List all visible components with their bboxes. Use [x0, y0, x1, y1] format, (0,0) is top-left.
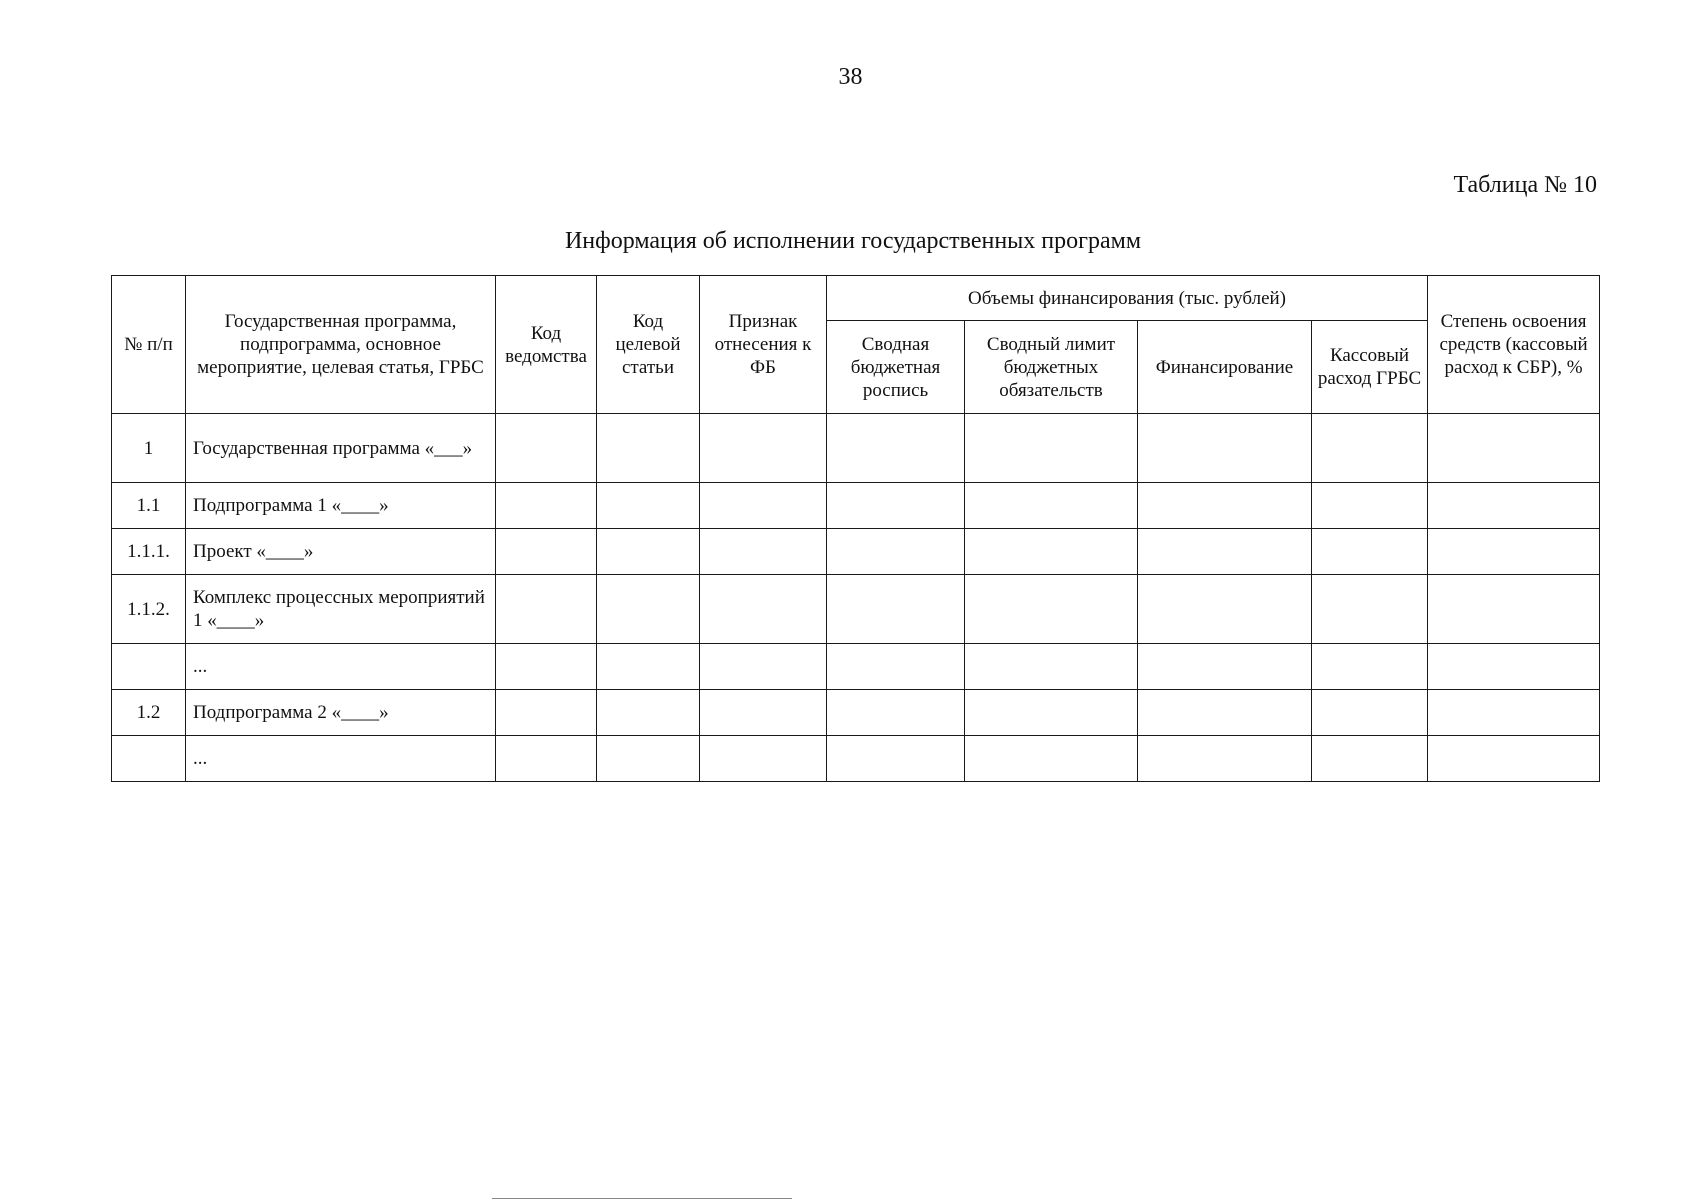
header-budget-schedule: Сводная бюджетная роспись — [827, 321, 965, 414]
table-row — [112, 483, 1600, 529]
empty-cell — [1428, 690, 1600, 736]
empty-cell — [1428, 483, 1600, 529]
header-degree: Степень освоения средств (кассовый расход к СБР), % — [1428, 276, 1600, 414]
empty-cell — [597, 644, 700, 690]
empty-cell — [827, 644, 965, 690]
empty-cell — [496, 483, 597, 529]
table-row — [112, 575, 1600, 644]
empty-cell — [1138, 575, 1312, 644]
table-row — [112, 644, 1600, 690]
empty-cell — [496, 529, 597, 575]
empty-cell — [597, 529, 700, 575]
empty-cell — [1138, 529, 1312, 575]
empty-cell — [1312, 736, 1428, 782]
empty-cell — [700, 414, 827, 483]
row-name: ... — [186, 736, 496, 782]
empty-cell — [1138, 483, 1312, 529]
empty-cell — [597, 483, 700, 529]
empty-cell — [965, 529, 1138, 575]
row-num: 1.1.2. — [112, 575, 186, 644]
empty-cell — [700, 575, 827, 644]
empty-cell — [1312, 575, 1428, 644]
row-name: Проект «____» — [186, 529, 496, 575]
empty-cell — [965, 483, 1138, 529]
empty-cell — [700, 529, 827, 575]
header-num: № п/п — [112, 276, 186, 414]
row-num: 1.1 — [112, 483, 186, 529]
empty-cell — [1138, 690, 1312, 736]
header-funding-group: Объемы финансирования (тыс. рублей) — [827, 276, 1428, 321]
empty-cell — [496, 690, 597, 736]
header-dept-code: Код ведомства — [496, 276, 597, 414]
empty-cell — [496, 414, 597, 483]
row-num — [112, 736, 186, 782]
empty-cell — [1428, 414, 1600, 483]
empty-cell — [496, 644, 597, 690]
empty-cell — [597, 414, 700, 483]
empty-cell — [1312, 529, 1428, 575]
header-program: Государственная программа, подпрограмма, основное мероприятие, целевая статья, ГРБС — [186, 276, 496, 414]
empty-cell — [827, 529, 965, 575]
row-num — [112, 644, 186, 690]
empty-cell — [496, 736, 597, 782]
empty-cell — [1138, 414, 1312, 483]
empty-cell — [1428, 529, 1600, 575]
empty-cell — [827, 736, 965, 782]
row-name: Подпрограмма 2 «____» — [186, 690, 496, 736]
page-number: 38 — [838, 64, 863, 90]
table-row — [112, 529, 1600, 575]
empty-cell — [700, 690, 827, 736]
row-name: Государственная программа «___» — [186, 414, 496, 483]
empty-cell — [597, 575, 700, 644]
header-row-top — [112, 276, 1600, 321]
header-target-code: Код целевой статьи — [597, 276, 700, 414]
empty-cell — [827, 414, 965, 483]
empty-cell — [827, 575, 965, 644]
empty-cell — [1428, 575, 1600, 644]
empty-cell — [700, 483, 827, 529]
table-number-label: Таблица № 10 — [1453, 172, 1597, 198]
empty-cell — [1312, 690, 1428, 736]
empty-cell — [1428, 736, 1600, 782]
row-name: ... — [186, 644, 496, 690]
empty-cell — [965, 414, 1138, 483]
header-cash-expense: Кассовый расход ГРБС — [1312, 321, 1428, 414]
empty-cell — [965, 736, 1138, 782]
row-num: 1.2 — [112, 690, 186, 736]
empty-cell — [1312, 483, 1428, 529]
empty-cell — [827, 483, 965, 529]
row-num: 1.1.1. — [112, 529, 186, 575]
table-row — [112, 690, 1600, 736]
empty-cell — [700, 644, 827, 690]
table-title: Информация об исполнении государственных программ — [564, 228, 1142, 254]
empty-cell — [965, 575, 1138, 644]
table-row — [112, 736, 1600, 782]
empty-cell — [827, 690, 965, 736]
footer-rule — [492, 1198, 792, 1199]
empty-cell — [1312, 644, 1428, 690]
empty-cell — [597, 690, 700, 736]
header-fb-sign: Признак отнесения к ФБ — [700, 276, 827, 414]
empty-cell — [1312, 414, 1428, 483]
program-execution-table — [111, 275, 1600, 782]
empty-cell — [496, 575, 597, 644]
empty-cell — [1428, 644, 1600, 690]
empty-cell — [965, 690, 1138, 736]
empty-cell — [1138, 736, 1312, 782]
empty-cell — [597, 736, 700, 782]
empty-cell — [700, 736, 827, 782]
row-name: Подпрограмма 1 «____» — [186, 483, 496, 529]
table-row — [112, 414, 1600, 483]
empty-cell — [965, 644, 1138, 690]
row-num: 1 — [112, 414, 186, 483]
header-financing: Финансирование — [1138, 321, 1312, 414]
empty-cell — [1138, 644, 1312, 690]
row-name: Комплекс процессных мероприятий 1 «____» — [186, 575, 496, 644]
header-budget-limit: Сводный лимит бюджетных обязательств — [965, 321, 1138, 414]
